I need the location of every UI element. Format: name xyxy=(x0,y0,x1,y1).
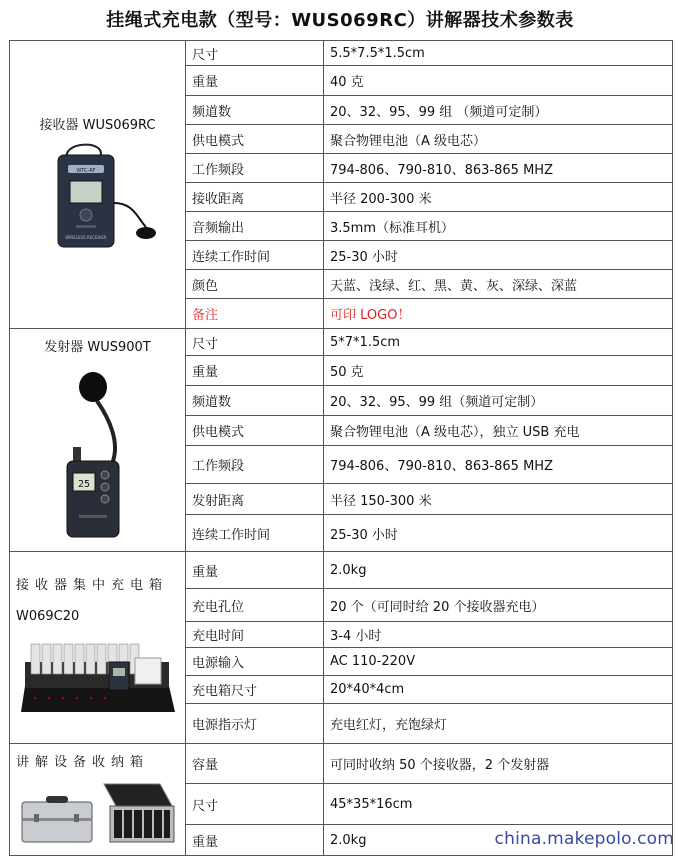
case-image xyxy=(18,780,178,846)
product-name: 讲解设备收纳箱 xyxy=(16,754,150,770)
spec-value: 5*7*1.5cm xyxy=(324,329,673,356)
product-name: 接收器集中充电箱 xyxy=(16,578,169,593)
spec-value: 可同时收纳 50 个接收器，2 个发射器 xyxy=(324,744,673,784)
spec-value: 2.0kg xyxy=(324,825,673,856)
spec-value: 20 个（可同时给 20 个接收器充电） xyxy=(324,589,673,622)
spec-value: 可印 LOGO！ xyxy=(324,299,673,329)
spec-label: 频道数 xyxy=(186,386,324,416)
spec-value: 20、32、95、99 组（频道可定制） xyxy=(324,386,673,416)
spec-label: 颜色 xyxy=(186,270,324,299)
spec-value: 794-806、790-810、863-865 MHZ xyxy=(324,154,673,183)
spec-value: 20、32、95、99 组 （频道可定制） xyxy=(324,96,673,125)
spec-value: 聚合物锂电池（A 级电芯） xyxy=(324,125,673,154)
table-row xyxy=(10,41,673,66)
page-title: 挂绳式充电款（型号：WUS069RC）讲解器技术参数表 xyxy=(106,10,574,31)
spec-label: 频道数 xyxy=(186,96,324,125)
spec-label: 重量 xyxy=(186,66,324,96)
case-cell xyxy=(10,744,186,856)
product-name: 接收器 WUS069RC xyxy=(39,117,156,133)
spec-value: 794-806、790-810、863-865 MHZ xyxy=(324,446,673,484)
table-row xyxy=(10,552,673,589)
spec-label: 电源指示灯 xyxy=(186,704,324,744)
spec-value: 25-30 小时 xyxy=(324,515,673,552)
receiver-image xyxy=(38,143,158,253)
spec-label: 重量 xyxy=(186,552,324,589)
transmitter-image xyxy=(53,365,143,541)
spec-label: 电源输入 xyxy=(186,648,324,676)
spec-label: 连续工作时间 xyxy=(186,241,324,270)
spec-label: 充电时间 xyxy=(186,622,324,648)
spec-label: 连续工作时间 xyxy=(186,515,324,552)
watermark: china.makepolo.com xyxy=(494,829,674,849)
spec-label: 尺寸 xyxy=(186,41,324,66)
spec-label: 工作频段 xyxy=(186,446,324,484)
spec-label: 供电模式 xyxy=(186,125,324,154)
spec-label: 尺寸 xyxy=(186,784,324,825)
spec-label: 充电箱尺寸 xyxy=(186,676,324,704)
spec-value: 半径 200-300 米 xyxy=(324,183,673,212)
spec-label: 充电孔位 xyxy=(186,589,324,622)
spec-label: 重量 xyxy=(186,825,324,856)
spec-value: 充电红灯，充饱绿灯 xyxy=(324,704,673,744)
spec-value: 聚合物锂电池（A 级电芯），独立 USB 充电 xyxy=(324,416,673,446)
svg-text:WTC-RF: WTC-RF xyxy=(75,167,96,174)
table-row xyxy=(10,744,673,784)
charger-cell xyxy=(10,552,186,744)
spec-value: 3.5mm（标准耳机） xyxy=(324,212,673,241)
spec-label: 供电模式 xyxy=(186,416,324,446)
receiver-cell xyxy=(10,41,186,329)
spec-value: 半径 150-300 米 xyxy=(324,484,673,515)
transmitter-cell xyxy=(10,329,186,552)
spec-label: 发射距离 xyxy=(186,484,324,515)
spec-label: 尺寸 xyxy=(186,329,324,356)
product-name: 发射器 WUS900T xyxy=(44,340,151,355)
spec-label: 工作频段 xyxy=(186,154,324,183)
spec-value: 40 克 xyxy=(324,66,673,96)
spec-value: 天蓝、浅绿、红、黑、黄、灰、深绿、深蓝 xyxy=(324,270,673,299)
spec-value: 45*35*16cm xyxy=(324,784,673,825)
table-row xyxy=(10,329,673,356)
spec-value: 2.0kg xyxy=(324,552,673,589)
spec-label: 重量 xyxy=(186,356,324,386)
spec-value: 20*40*4cm xyxy=(324,676,673,704)
charger-image xyxy=(19,632,177,718)
spec-label: 音频输出 xyxy=(186,212,324,241)
transmitter-display: 25 xyxy=(77,479,90,490)
spec-label: 接收距离 xyxy=(186,183,324,212)
spec-value: AC 110-220V xyxy=(324,648,673,676)
product-model: W069C20 xyxy=(16,609,80,624)
spec-value: 5.5*7.5*1.5cm xyxy=(324,41,673,66)
spec-label: 备注 xyxy=(186,299,324,329)
receiver-label: WIRELESS RECEIVER xyxy=(64,234,107,240)
spec-value: 50 克 xyxy=(324,356,673,386)
spec-label: 容量 xyxy=(186,744,324,784)
spec-table xyxy=(9,40,673,856)
spec-value: 3-4 小时 xyxy=(324,622,673,648)
spec-value: 25-30 小时 xyxy=(324,241,673,270)
